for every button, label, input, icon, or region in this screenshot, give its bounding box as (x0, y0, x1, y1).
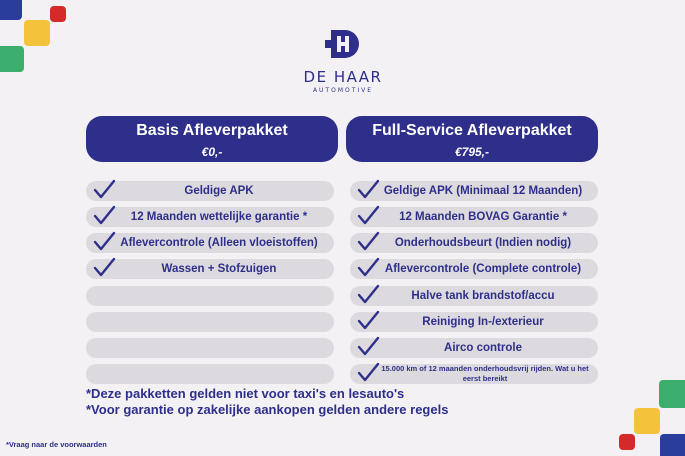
basic-package-row (86, 338, 334, 358)
basic-package-price: €0,- (201, 145, 223, 159)
checkmark-icon (356, 309, 380, 333)
checkmark-icon (356, 361, 380, 385)
basic-package-item-label: Geldige APK (184, 185, 254, 197)
decor-square-yellow (24, 20, 50, 46)
basic-package-item-label: 12 Maanden wettelijke garantie * (130, 211, 308, 223)
full-package-item-label: Onderhoudsbeurt (Indien nodig) (394, 237, 572, 249)
full-package-title: Full-Service Afleverpakket (372, 122, 572, 139)
basic-package-row (86, 233, 334, 253)
decor-square-green (0, 46, 24, 72)
full-package-row (350, 181, 598, 201)
full-package-item-label: 12 Maanden BOVAG Garantie * (399, 211, 567, 223)
decor-square-red-br (619, 434, 635, 450)
basic-package-row (86, 312, 334, 332)
checkmark-icon (356, 178, 380, 202)
full-package-row (350, 364, 598, 384)
full-package-row (350, 233, 598, 253)
full-package-item-label: Aflevercontrole (Complete controle) (384, 263, 582, 275)
checkmark-icon (92, 256, 116, 280)
basic-package-row (86, 364, 334, 384)
checkmark-icon (356, 204, 380, 228)
basic-package-row (86, 207, 334, 227)
basic-package-row (86, 181, 334, 201)
decor-square-red (50, 6, 66, 22)
checkmark-icon (92, 178, 116, 202)
basic-package-title: Basis Afleverpakket (136, 122, 288, 139)
full-package-item-label: Geldige APK (Minimaal 12 Maanden) (383, 185, 583, 197)
brand-logo (300, 28, 386, 94)
checkmark-icon (356, 230, 380, 254)
notes (86, 386, 448, 418)
full-package-item-label: Airco controle (444, 342, 522, 354)
full-package-row (350, 259, 598, 279)
basic-package-row (86, 259, 334, 279)
brand-name: DE HAAR (303, 68, 383, 86)
checkmark-icon (356, 256, 380, 280)
basic-package-item-label: Aflevercontrole (Alleen vloeistoffen) (120, 237, 318, 249)
full-package-item-label: 15.000 km of 12 maanden onderhoudsvrij rijden. Wat u het eerst bereikt (381, 364, 589, 383)
full-package-item-label: Reiniging In-/exterieur (422, 316, 544, 328)
full-package-row (350, 338, 598, 358)
checkmark-icon (356, 335, 380, 359)
checkmark-icon (92, 204, 116, 228)
note-line-1: *Deze pakketten gelden niet voor taxi's en lesauto's (86, 386, 405, 401)
decor-square-green-br (659, 380, 685, 408)
basic-package-row (86, 286, 334, 306)
checkmark-icon (92, 230, 116, 254)
decor-square-blue-br (660, 434, 685, 456)
full-package-header (346, 116, 598, 162)
basic-package-header (86, 116, 338, 162)
decor-square-blue (0, 0, 22, 20)
decor-square-yellow-br (634, 408, 660, 434)
basic-package-item-label: Wassen + Stofzuigen (161, 263, 277, 275)
checkmark-icon (356, 283, 380, 307)
footnote: *Vraag naar de voorwaarden (6, 440, 107, 449)
note-line-2: *Voor garantie op zakelijke aankopen gelden andere regels (86, 402, 449, 417)
full-package-price: €795,- (454, 145, 490, 159)
full-package-row (350, 286, 598, 306)
logo-mark-icon (325, 28, 361, 64)
full-package-row (350, 207, 598, 227)
brand-tagline: AUTOMOTIVE (312, 87, 374, 94)
full-package-row (350, 312, 598, 332)
full-package-item-label: Halve tank brandstof/accu (411, 290, 555, 302)
